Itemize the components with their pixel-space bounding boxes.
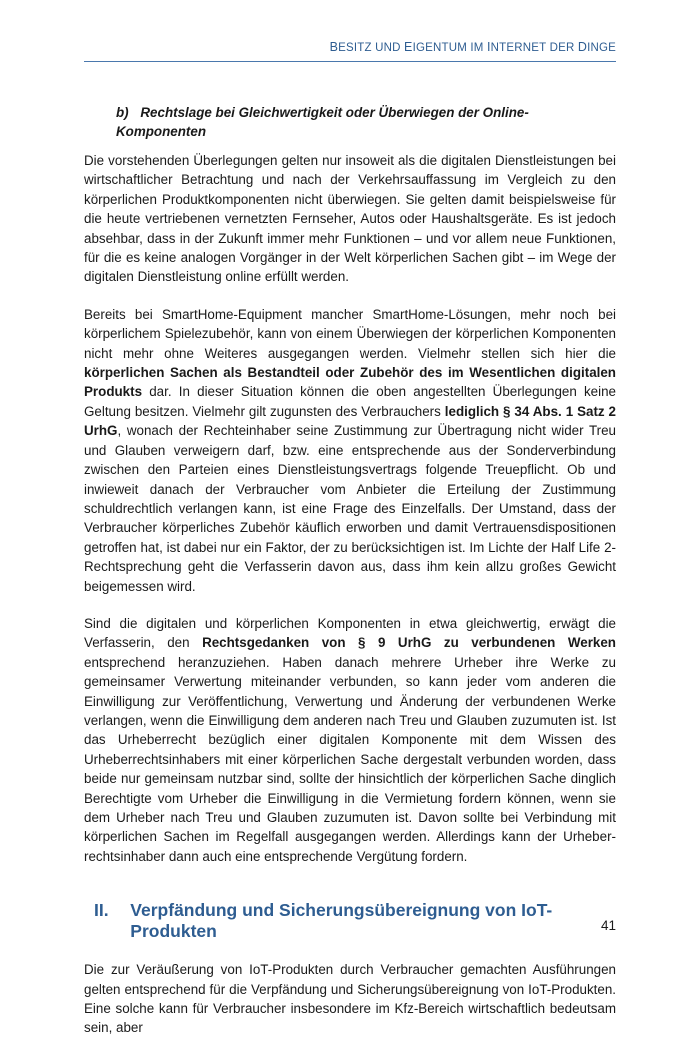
paragraph-2 xyxy=(84,305,616,596)
header-initial: B xyxy=(329,40,339,54)
header-text: IGENTUM IM xyxy=(412,42,487,54)
subsection-number: b) xyxy=(116,105,129,120)
bold-text-run: Rechtsgedanken von § 9 UrhG zu verbundenen Werken xyxy=(202,635,616,651)
header-text: ESITZ UND xyxy=(338,42,405,54)
paragraph-3 xyxy=(84,614,616,866)
header-initial: I xyxy=(486,40,491,54)
header-text: NTERNET DER xyxy=(490,42,578,54)
header-text: INGE xyxy=(587,42,616,54)
section-title: Verpfändung und Sicherungsübereignung von IoT-Produkten xyxy=(130,900,553,942)
text-run: entsprechend heranzuziehen. Haben danach mehrere Urheber ihre Werke zu gemeinsamer Verwertung miteinander verbunden, so kann jeder vom anderen die Einwilligung zur Veröffentlichung, Verwertung und Änderung der verbundenen Werke verlangen, wenn die Einwilligung dem anderen nach Treu und Glauben zuzumuten ist. Ist das Urheberrecht bezüglich einer digitalen Komponente mit dem Wissen des Urheberrechtsinhabers mit einer körperlichen Sache dergestalt verbunden worden, dass beide nur gemeinsam nutzbar sind, sollte der hinsichtlich der körperlichen Sache dinglich Berechtigte vom Urheber die Einwilligung in die Vermietung fordern können, wenn sie dem Urheber nach Treu und Glauben zuzumuten ist. Davon sollte bei Verbindung mit körperlichen Sachen im Regelfall ausgegangen werden. Allerdings kann der Urheberrechtsinhaber dann auch eine entsprechende Vergütung fordern. xyxy=(84,654,616,864)
text-run: dar. In dieser Situation können die oben angestellten Überlegungen keine Geltung besitzen. Vielmehr gilt zugunsten des Verbrauchers xyxy=(84,384,616,419)
subsection-heading xyxy=(116,103,616,141)
text-run: Sind die digitalen und körperlichen Komponenten in etwa gleichwertig, erwägt die Verfasserin, den xyxy=(84,615,616,651)
header-rule xyxy=(84,61,616,62)
header-initial: E xyxy=(404,40,413,54)
text-run: , wonach der Rechteinhaber seine Zustimmung zur Übertragung nicht wider Treu und Glauben verweigern darf, bzw. eine entsprechende aus der Sonderverbindung zwischen den Parteien eines Dienstleistungsvertrags folgende Treuepflicht. Ob und inwieweit danach der Verbraucher vom Anbieter die Erteilung der Zustimmung schuldrechtlich verlangen kann, ist eine Frage des Einzelfalls. Der Umstand, dass der Verbraucher körperliches Zubehör käuflich erworben und damit Vertrauensdispositionen getroffen hat, ist dabei nur ein Faktor, der zu berücksichtigen ist. Im Lichte der Half Life 2-Rechtsprechung geht die Verfasserin davon aus, dass ihm kein allzu großes Gewicht beigemessen wird. xyxy=(84,423,616,594)
paragraph-1 xyxy=(84,151,616,287)
bold-text-run: körperlichen Sachen als Bestandteil oder Zubehör des im Wesentlichen digitalen Produkts xyxy=(84,365,616,400)
text-run: Bereits bei SmartHome-Equipment mancher SmartHome-Lösungen, mehr noch bei körperlichem Spielezubehör, kann von einem Überwiegen der körperlichen Komponenten nicht mehr ohne Weiteres ausgegangen werden. Vielmehr stellen sich hier die xyxy=(84,306,616,361)
bold-text-run: lediglich § 34 Abs. 1 Satz 2 UrhG xyxy=(84,403,616,439)
paragraph-4: Die zur Veräußerung von IoT-Produkten durch Verbraucher gemachten Ausführungen gelten entsprechend für die Verpfändung und Sicherungsübereignung von IoT-Produkten. Eine solche kann für Verbraucher insbesondere im Kfz-Bereich wirtschaftlich bedeutsam sein, aber xyxy=(84,962,616,1036)
running-header xyxy=(84,40,616,54)
header-initial: D xyxy=(577,40,588,54)
section-number: II. xyxy=(94,900,109,921)
page-content xyxy=(84,103,616,1056)
section-heading xyxy=(94,900,616,942)
text-run: Die vorstehenden Überlegungen gelten nur insoweit als die digitalen Dienstleistungen bei wirtschaftlicher Betrachtung und nach der Verkehrsauffassung im Vergleich zu den körperlichen Produktkomponenten nicht überwiegen. Sie gelten damit beispielsweise für die heute vertriebenen vernetzten Fernseher, Autos oder Haushaltsgeräte. Es ist jedoch absehbar, dass in der Zukunft immer mehr Funktionen – und vor allem neue Funktionen, für die es keine analogen Vorgänger in der Welt körperlichen Sachen gibt – im Wege der digitalen Dienstleistung online erfüllt werden. xyxy=(84,153,616,285)
subsection-title: Rechtslage bei Gleichwertigkeit oder Überwiegen der Online-Komponenten xyxy=(116,105,529,139)
page-number: 41 xyxy=(600,918,616,933)
